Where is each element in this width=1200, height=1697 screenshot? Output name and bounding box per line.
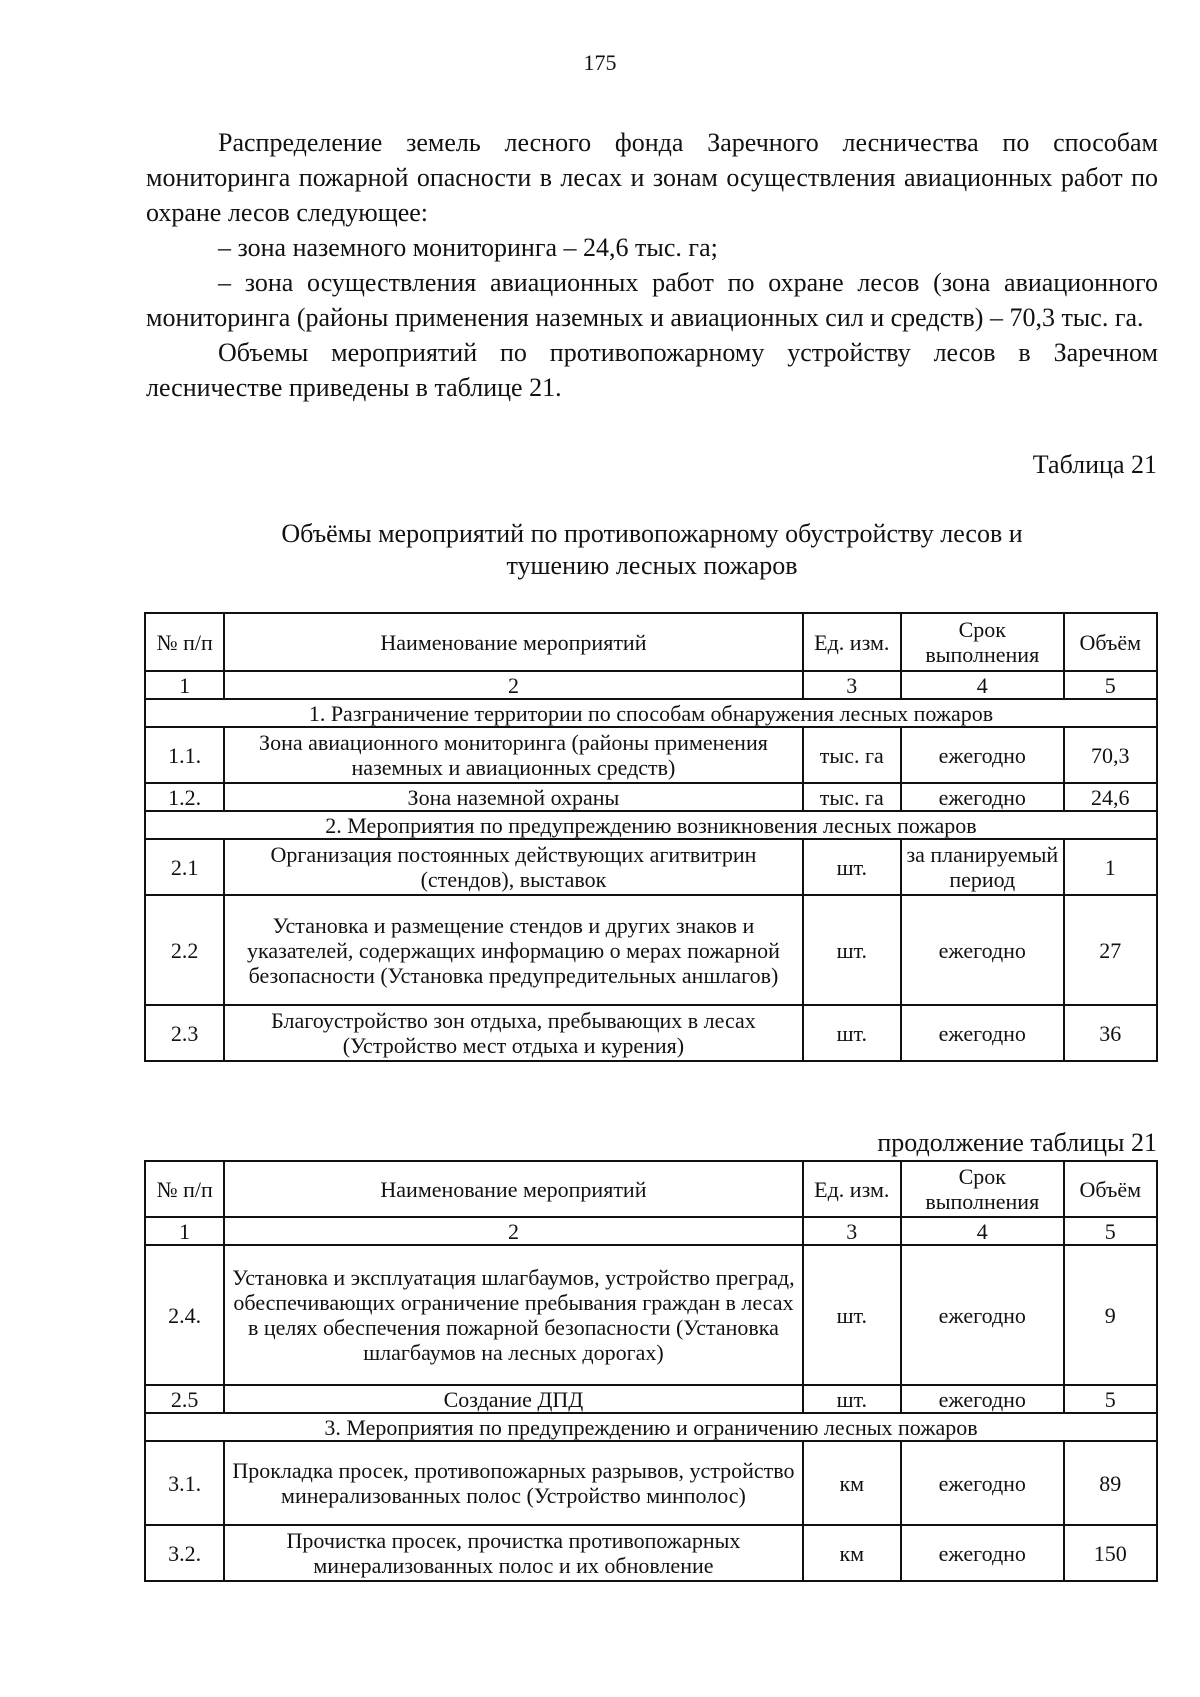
- row-term: ежегодно: [901, 783, 1064, 811]
- row-term: ежегодно: [901, 727, 1064, 783]
- row-name: Прочистка просек, прочистка противопожарных минерализованных полос и их обновление: [224, 1525, 802, 1581]
- row-volume: 1: [1064, 839, 1157, 895]
- header-cell: Срок выполнения: [901, 613, 1064, 671]
- row-number: 2.3: [145, 1005, 224, 1061]
- row-number: 2.5: [145, 1385, 224, 1413]
- column-number: 1: [145, 1217, 224, 1245]
- column-number-row: [145, 1217, 1157, 1245]
- header-cell: Ед. изм.: [803, 613, 901, 671]
- column-number: 2: [224, 1217, 802, 1245]
- row-volume: 89: [1064, 1441, 1157, 1525]
- table-row: [145, 727, 1157, 783]
- row-name: Установка и размещение стендов и других знаков и указателей, содержащих информацию о мерах пожарной безопасности (Установка предупредительных аншлагов): [224, 895, 802, 1005]
- header-cell: № п/п: [145, 1161, 224, 1217]
- column-number: 1: [145, 671, 224, 699]
- row-unit: шт.: [803, 1385, 901, 1413]
- row-name: Организация постоянных действующих агитвитрин (стендов), выставок: [224, 839, 802, 895]
- column-number: 3: [803, 1217, 901, 1245]
- row-number: 2.4.: [145, 1245, 224, 1385]
- section-title: 1. Разграничение территории по способам обнаружения лесных пожаров: [145, 699, 1157, 727]
- row-number: 2.1: [145, 839, 224, 895]
- row-name: Прокладка просек, противопожарных разрывов, устройство минерализованных полос (Устройство минполос): [224, 1441, 802, 1525]
- row-unit: км: [803, 1525, 901, 1581]
- column-number: 4: [901, 671, 1064, 699]
- row-term: ежегодно: [901, 1385, 1064, 1413]
- measures-table: [144, 612, 1158, 1062]
- page-number: 175: [583, 50, 617, 75]
- row-unit: шт.: [803, 895, 901, 1005]
- header-cell: Объём: [1064, 1161, 1157, 1217]
- table-header-row: [145, 1161, 1157, 1217]
- table-label: Таблица 21: [1032, 450, 1157, 479]
- column-number: 3: [803, 671, 901, 699]
- table-row: [145, 895, 1157, 1005]
- row-unit: тыс. га: [803, 783, 901, 811]
- table-row: [145, 839, 1157, 895]
- row-volume: 9: [1064, 1245, 1157, 1385]
- row-unit: шт.: [803, 1005, 901, 1061]
- row-term: за планируемый период: [901, 839, 1064, 895]
- header-cell: № п/п: [145, 613, 224, 671]
- table-title-line: тушению лесных пожаров: [506, 551, 798, 580]
- row-term: ежегодно: [901, 1441, 1064, 1525]
- table-title: [146, 518, 1158, 582]
- table-row: [145, 1441, 1157, 1525]
- section-row: [145, 1413, 1157, 1441]
- column-number-row: [145, 671, 1157, 699]
- paragraph: – зона осуществления авиационных работ по охране лесов (зона авиационного мониторинга (районы применения наземных и авиационных сил и средств) – 70,3 тыс. га.: [146, 268, 1158, 332]
- header-cell: Наименование мероприятий: [224, 613, 802, 671]
- table-header-row: [145, 613, 1157, 671]
- paragraph: Объемы мероприятий по противопожарному устройству лесов в Заречном лесничестве приведены в таблице 21.: [146, 338, 1158, 402]
- row-volume: 36: [1064, 1005, 1157, 1061]
- measures-table-continued: [144, 1160, 1158, 1582]
- paragraph: Распределение земель лесного фонда Заречного лесничества по способам мониторинга пожарной опасности в лесах и зонам осуществления авиационных работ по охране лесов следующее:: [146, 128, 1158, 227]
- header-cell: Объём: [1064, 613, 1157, 671]
- row-unit: шт.: [803, 839, 901, 895]
- row-name: Зона наземной охраны: [224, 783, 802, 811]
- table-row: [145, 1385, 1157, 1413]
- row-name: Благоустройство зон отдыха, пребывающих в лесах (Устройство мест отдыха и курения): [224, 1005, 802, 1061]
- section-row: [145, 699, 1157, 727]
- row-number: 1.2.: [145, 783, 224, 811]
- section-title: 3. Мероприятия по предупреждению и ограничению лесных пожаров: [145, 1413, 1157, 1441]
- column-number: 4: [901, 1217, 1064, 1245]
- row-unit: шт.: [803, 1245, 901, 1385]
- row-number: 3.1.: [145, 1441, 224, 1525]
- section-row: [145, 811, 1157, 839]
- table-row: [145, 1525, 1157, 1581]
- column-number: 5: [1064, 1217, 1157, 1245]
- continuation-label: продолжение таблицы 21: [877, 1128, 1157, 1157]
- row-term: ежегодно: [901, 895, 1064, 1005]
- intro-text: [146, 125, 1158, 405]
- row-volume: 24,6: [1064, 783, 1157, 811]
- section-title: 2. Мероприятия по предупреждению возникновения лесных пожаров: [145, 811, 1157, 839]
- header-cell: Наименование мероприятий: [224, 1161, 802, 1217]
- row-number: 3.2.: [145, 1525, 224, 1581]
- row-term: ежегодно: [901, 1245, 1064, 1385]
- row-unit: тыс. га: [803, 727, 901, 783]
- row-term: ежегодно: [901, 1525, 1064, 1581]
- column-number: 2: [224, 671, 802, 699]
- paragraph: – зона наземного мониторинга – 24,6 тыс. га;: [218, 233, 718, 262]
- row-term: ежегодно: [901, 1005, 1064, 1061]
- row-volume: 27: [1064, 895, 1157, 1005]
- row-volume: 150: [1064, 1525, 1157, 1581]
- table-row: [145, 1005, 1157, 1061]
- column-number: 5: [1064, 671, 1157, 699]
- row-number: 1.1.: [145, 727, 224, 783]
- row-number: 2.2: [145, 895, 224, 1005]
- row-unit: км: [803, 1441, 901, 1525]
- table-title-line: Объёмы мероприятий по противопожарному обустройству лесов и: [281, 519, 1023, 548]
- header-cell: Срок выполнения: [901, 1161, 1064, 1217]
- table-row: [145, 783, 1157, 811]
- header-cell: Ед. изм.: [803, 1161, 901, 1217]
- row-volume: 5: [1064, 1385, 1157, 1413]
- row-name: Создание ДПД: [224, 1385, 802, 1413]
- row-name: Зона авиационного мониторинга (районы применения наземных и авиационных средств): [224, 727, 802, 783]
- table-row: [145, 1245, 1157, 1385]
- row-name: Установка и эксплуатация шлагбаумов, устройство преград, обеспечивающих ограничение пребывания граждан в лесах в целях обеспечения пожарной безопасности (Установка шлагбаумов на лесных дорогах): [224, 1245, 802, 1385]
- row-volume: 70,3: [1064, 727, 1157, 783]
